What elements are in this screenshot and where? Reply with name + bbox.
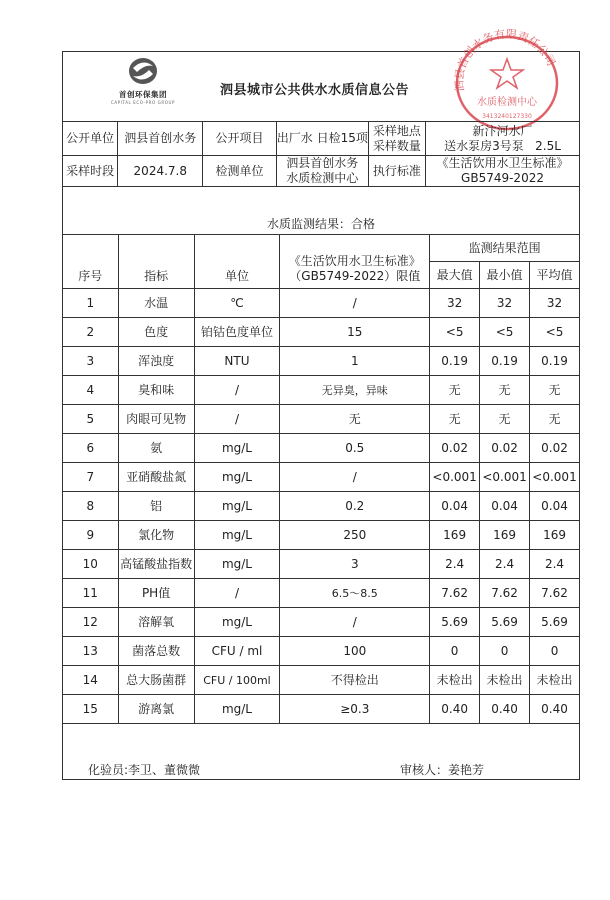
test-unit-line2: 水质检测中心	[286, 171, 359, 185]
row-unit: NTU	[194, 347, 280, 376]
std-value-line2: GB5749-2022	[461, 171, 544, 185]
row-min: 0	[480, 637, 530, 666]
row-no: 8	[63, 492, 119, 521]
svg-text:水质检测中心: 水质检测中心	[477, 97, 537, 108]
row-no: 7	[63, 463, 119, 492]
row-indicator: 溶解氧	[118, 608, 194, 637]
site-qty-label	[368, 122, 425, 156]
site-value: 新汴河水厂	[472, 123, 533, 138]
row-min: 7.62	[480, 579, 530, 608]
row-limit: 0.5	[280, 434, 430, 463]
table-row	[63, 289, 580, 318]
row-avg: 0.40	[530, 695, 580, 724]
row-no: 10	[63, 550, 119, 579]
qty-label: 采样数量	[372, 138, 421, 153]
row-min: <5	[480, 318, 530, 347]
row-max: 5.69	[430, 608, 480, 637]
row-limit: 3	[280, 550, 430, 579]
row-max: 0.04	[430, 492, 480, 521]
row-no: 4	[63, 376, 119, 405]
row-min: 0.19	[480, 347, 530, 376]
header-min: 最小值	[480, 262, 530, 289]
pub-unit-value: 泗县首创水务	[118, 122, 203, 156]
row-max: 32	[430, 289, 480, 318]
row-indicator: 高锰酸盐指数	[118, 550, 194, 579]
row-avg: <0.001	[530, 463, 580, 492]
header-avg: 平均值	[530, 262, 580, 289]
row-limit: 0.2	[280, 492, 430, 521]
row-max: 0	[430, 637, 480, 666]
table-row	[63, 463, 580, 492]
row-max: <5	[430, 318, 480, 347]
row-no: 1	[63, 289, 119, 318]
row-max: 2.4	[430, 550, 480, 579]
row-indicator: 氨	[118, 434, 194, 463]
row-unit: mg/L	[194, 434, 280, 463]
row-avg: <5	[530, 318, 580, 347]
row-unit: 铂钴色度单位	[194, 318, 280, 347]
header-range: 监测结果范围	[430, 235, 580, 262]
row-limit: ≥0.3	[280, 695, 430, 724]
table-row	[63, 405, 580, 434]
row-max: 0.02	[430, 434, 480, 463]
row-avg: 0	[530, 637, 580, 666]
row-avg: 32	[530, 289, 580, 318]
row-indicator: 色度	[118, 318, 194, 347]
std-value	[426, 156, 580, 187]
logo-sub: CAPITAL ECO-PRO GROUP	[110, 100, 176, 105]
row-max: 7.62	[430, 579, 480, 608]
row-indicator: 铝	[118, 492, 194, 521]
pub-item-value: 出厂水 日检15项	[276, 122, 368, 156]
row-limit: /	[280, 463, 430, 492]
row-unit: mg/L	[194, 550, 280, 579]
row-max: 无	[430, 376, 480, 405]
svg-text:3413240127330: 3413240127330	[482, 113, 532, 120]
header-limit	[280, 235, 430, 289]
site-qty-value	[426, 122, 580, 156]
row-avg: 无	[530, 405, 580, 434]
row-indicator: 菌落总数	[118, 637, 194, 666]
std-value-line1: 《生活饮用水卫生标准》	[436, 156, 569, 170]
row-min: 2.4	[480, 550, 530, 579]
test-unit-line1: 泗县首创水务	[286, 156, 359, 170]
row-min: 未检出	[480, 666, 530, 695]
row-indicator: 浑浊度	[118, 347, 194, 376]
row-min: 无	[480, 405, 530, 434]
row-no: 11	[63, 579, 119, 608]
row-min: 0.40	[480, 695, 530, 724]
table-row	[63, 434, 580, 463]
table-row	[63, 695, 580, 724]
pub-item-label: 公开项目	[203, 122, 277, 156]
row-indicator: 亚硝酸盐氮	[118, 463, 194, 492]
row-max: 未检出	[430, 666, 480, 695]
header-limit-line2: （GB5749-2022）限值	[289, 269, 421, 283]
row-avg: 7.62	[530, 579, 580, 608]
row-unit: /	[194, 376, 280, 405]
test-unit-value	[276, 156, 368, 187]
header-no: 序号	[63, 235, 119, 289]
row-limit: 1	[280, 347, 430, 376]
site-label: 采样地点	[372, 123, 421, 138]
logo-mark-icon	[125, 56, 161, 86]
row-indicator: 肉眼可见物	[118, 405, 194, 434]
row-min: <0.001	[480, 463, 530, 492]
info-table	[62, 121, 580, 187]
table-row	[63, 318, 580, 347]
row-min: 无	[480, 376, 530, 405]
row-max: 0.19	[430, 347, 480, 376]
row-no: 3	[63, 347, 119, 376]
row-no: 14	[63, 666, 119, 695]
row-avg: 0.19	[530, 347, 580, 376]
row-max: <0.001	[430, 463, 480, 492]
row-unit: CFU / ml	[194, 637, 280, 666]
row-avg: 0.04	[530, 492, 580, 521]
row-no: 15	[63, 695, 119, 724]
row-indicator: 游离氯	[118, 695, 194, 724]
row-limit: 6.5～8.5	[280, 579, 430, 608]
test-unit-label: 检测单位	[203, 156, 277, 187]
row-avg: 169	[530, 521, 580, 550]
row-limit: /	[280, 289, 430, 318]
row-min: 5.69	[480, 608, 530, 637]
svg-text:泗县首创水务有限责任公司: 泗县首创水务有限责任公司	[452, 27, 558, 93]
row-avg: 5.69	[530, 608, 580, 637]
site-value-2: 送水泵房3号泵	[444, 138, 524, 153]
table-row	[63, 521, 580, 550]
row-min: 32	[480, 289, 530, 318]
table-row	[63, 579, 580, 608]
row-limit: 不得检出	[280, 666, 430, 695]
table-row	[63, 492, 580, 521]
row-unit: /	[194, 405, 280, 434]
row-min: 169	[480, 521, 530, 550]
data-table	[62, 234, 580, 724]
row-no: 5	[63, 405, 119, 434]
row-avg: 无	[530, 376, 580, 405]
table-row	[63, 376, 580, 405]
row-min: 0.02	[480, 434, 530, 463]
pub-unit-label: 公开单位	[63, 122, 118, 156]
header-unit: 单位	[194, 235, 280, 289]
row-no: 9	[63, 521, 119, 550]
row-limit: 15	[280, 318, 430, 347]
row-limit: 250	[280, 521, 430, 550]
row-min: 0.04	[480, 492, 530, 521]
row-avg: 未检出	[530, 666, 580, 695]
table-row	[63, 666, 580, 695]
row-unit: ℃	[194, 289, 280, 318]
table-row	[63, 637, 580, 666]
row-unit: mg/L	[194, 521, 280, 550]
time-value: 2024.7.8	[118, 156, 203, 187]
time-label: 采样时段	[63, 156, 118, 187]
official-seal	[443, 25, 571, 135]
row-unit: /	[194, 579, 280, 608]
result-text: 水质监测结果：合格	[266, 217, 375, 231]
table-row	[63, 608, 580, 637]
tester-name: 化验员:李卫、董微微	[88, 763, 201, 777]
row-limit: /	[280, 608, 430, 637]
table-row	[63, 347, 580, 376]
row-unit: mg/L	[194, 608, 280, 637]
row-indicator: 臭和味	[118, 376, 194, 405]
qty-value: 2.5L	[535, 138, 561, 153]
row-avg: 0.02	[530, 434, 580, 463]
row-indicator: PH值	[118, 579, 194, 608]
row-unit: mg/L	[194, 492, 280, 521]
row-max: 169	[430, 521, 480, 550]
header-indicator: 指标	[118, 235, 194, 289]
header-limit-line1: 《生活饮用水卫生标准》	[288, 254, 421, 268]
std-label: 执行标准	[368, 156, 425, 187]
row-max: 无	[430, 405, 480, 434]
row-avg: 2.4	[530, 550, 580, 579]
row-indicator: 总大肠菌群	[118, 666, 194, 695]
row-no: 2	[63, 318, 119, 347]
page-title: 泗县城市公共供水水质信息公告	[220, 83, 410, 98]
row-max: 0.40	[430, 695, 480, 724]
row-unit: mg/L	[194, 695, 280, 724]
row-limit: 无异臭，异味	[280, 376, 430, 405]
company-logo	[108, 56, 178, 106]
row-no: 6	[63, 434, 119, 463]
logo-name: 首创环保集团	[119, 90, 167, 99]
row-limit: 100	[280, 637, 430, 666]
reviewer-name: 审核人：姜艳芳	[400, 763, 485, 777]
row-unit: mg/L	[194, 463, 280, 492]
row-indicator: 氯化物	[118, 521, 194, 550]
row-no: 13	[63, 637, 119, 666]
row-indicator: 水温	[118, 289, 194, 318]
row-unit: CFU / 100ml	[194, 666, 280, 695]
row-limit: 无	[280, 405, 430, 434]
row-no: 12	[63, 608, 119, 637]
table-row	[63, 550, 580, 579]
header-max: 最大值	[430, 262, 480, 289]
